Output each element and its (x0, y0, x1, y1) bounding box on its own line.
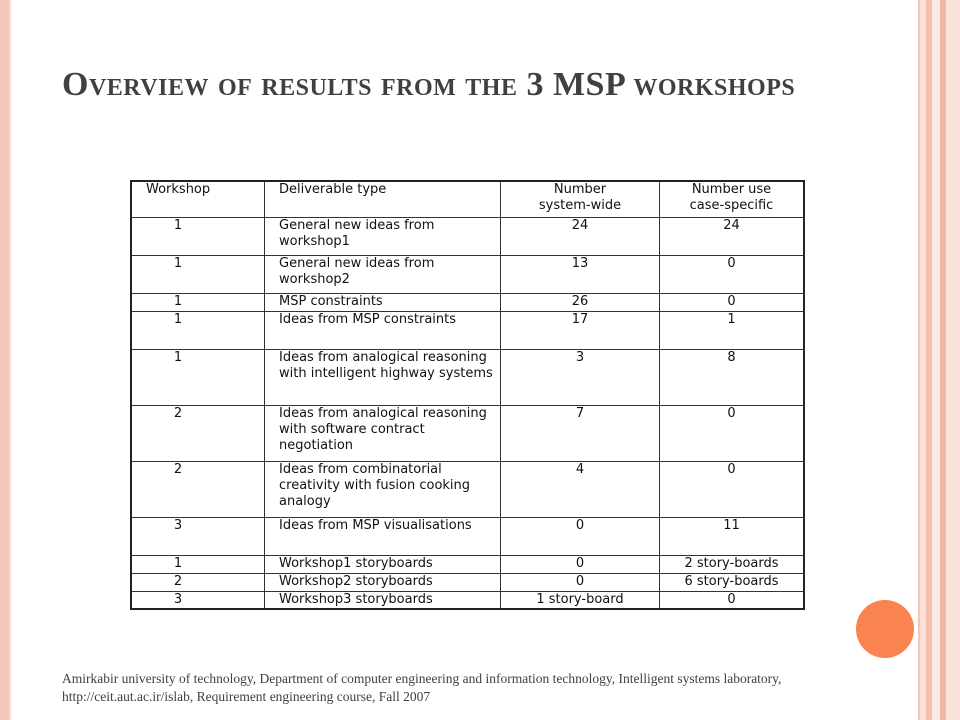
cell-workshop: 3 (131, 591, 265, 609)
cell-workshop: 1 (131, 311, 265, 349)
cell-system-wide: 17 (501, 311, 660, 349)
slide-title: Overview of results from the 3 MSP workshops (62, 66, 796, 103)
table-row (131, 217, 804, 255)
cell-workshop: 1 (131, 255, 265, 293)
cell-workshop: 3 (131, 517, 265, 555)
cell-use-case: 0 (660, 293, 805, 311)
header-workshop: Workshop (131, 181, 265, 217)
cell-use-case: 0 (660, 405, 805, 461)
cell-deliverable: Ideas from analogical reasoning with intelligent highway systems (265, 349, 501, 405)
cell-use-case: 11 (660, 517, 805, 555)
left-frame-border (0, 0, 9, 720)
cell-deliverable: Ideas from combinatorial creativity with fusion cooking analogy (265, 461, 501, 517)
table-row (131, 311, 804, 349)
header-number-use-case-specific: Number use case-specific (660, 181, 805, 217)
cell-workshop: 1 (131, 349, 265, 405)
cell-system-wide: 26 (501, 293, 660, 311)
cell-workshop: 2 (131, 405, 265, 461)
footer-citation: Amirkabir university of technology, Department of computer engineering and information technology, Intelligent systems laboratory, http://ceit.aut.ac.ir/islab, Requirement engineering course, Fall 2007 (62, 671, 782, 704)
cell-system-wide: 0 (501, 517, 660, 555)
cell-deliverable: Workshop3 storyboards (265, 591, 501, 609)
right-frame-stripes (920, 0, 960, 720)
cell-system-wide: 7 (501, 405, 660, 461)
cell-system-wide: 0 (501, 573, 660, 591)
table-row (131, 591, 804, 609)
cell-use-case: 24 (660, 217, 805, 255)
cell-workshop: 2 (131, 461, 265, 517)
cell-system-wide: 0 (501, 555, 660, 573)
cell-deliverable: Workshop2 storyboards (265, 573, 501, 591)
header-number-system-wide: Number system-wide (501, 181, 660, 217)
left-frame-line (9, 0, 11, 720)
cell-use-case: 6 story-boards (660, 573, 805, 591)
results-table (130, 180, 805, 610)
cell-system-wide: 3 (501, 349, 660, 405)
table-row (131, 555, 804, 573)
cell-deliverable: MSP constraints (265, 293, 501, 311)
cell-use-case: 0 (660, 461, 805, 517)
cell-deliverable: Ideas from MSP constraints (265, 311, 501, 349)
table-row (131, 349, 804, 405)
cell-system-wide: 24 (501, 217, 660, 255)
cell-use-case: 8 (660, 349, 805, 405)
cell-system-wide: 13 (501, 255, 660, 293)
table-row (131, 517, 804, 555)
cell-deliverable: General new ideas from workshop1 (265, 217, 501, 255)
cell-use-case: 2 story-boards (660, 555, 805, 573)
table-row (131, 255, 804, 293)
cell-workshop: 2 (131, 573, 265, 591)
cell-deliverable: Ideas from MSP visualisations (265, 517, 501, 555)
cell-workshop: 1 (131, 217, 265, 255)
table-row (131, 405, 804, 461)
cell-use-case: 0 (660, 255, 805, 293)
cell-deliverable: General new ideas from workshop2 (265, 255, 501, 293)
cell-workshop: 1 (131, 555, 265, 573)
cell-deliverable: Ideas from analogical reasoning with software contract negotiation (265, 405, 501, 461)
table-header-row (131, 181, 804, 217)
cell-use-case: 0 (660, 591, 805, 609)
orange-circle-decoration (856, 600, 914, 658)
header-deliverable-type: Deliverable type (265, 181, 501, 217)
cell-deliverable: Workshop1 storyboards (265, 555, 501, 573)
table-row (131, 573, 804, 591)
table-row (131, 461, 804, 517)
cell-workshop: 1 (131, 293, 265, 311)
cell-use-case: 1 (660, 311, 805, 349)
cell-system-wide: 1 story-board (501, 591, 660, 609)
table-row (131, 293, 804, 311)
right-frame-line (918, 0, 920, 720)
cell-system-wide: 4 (501, 461, 660, 517)
